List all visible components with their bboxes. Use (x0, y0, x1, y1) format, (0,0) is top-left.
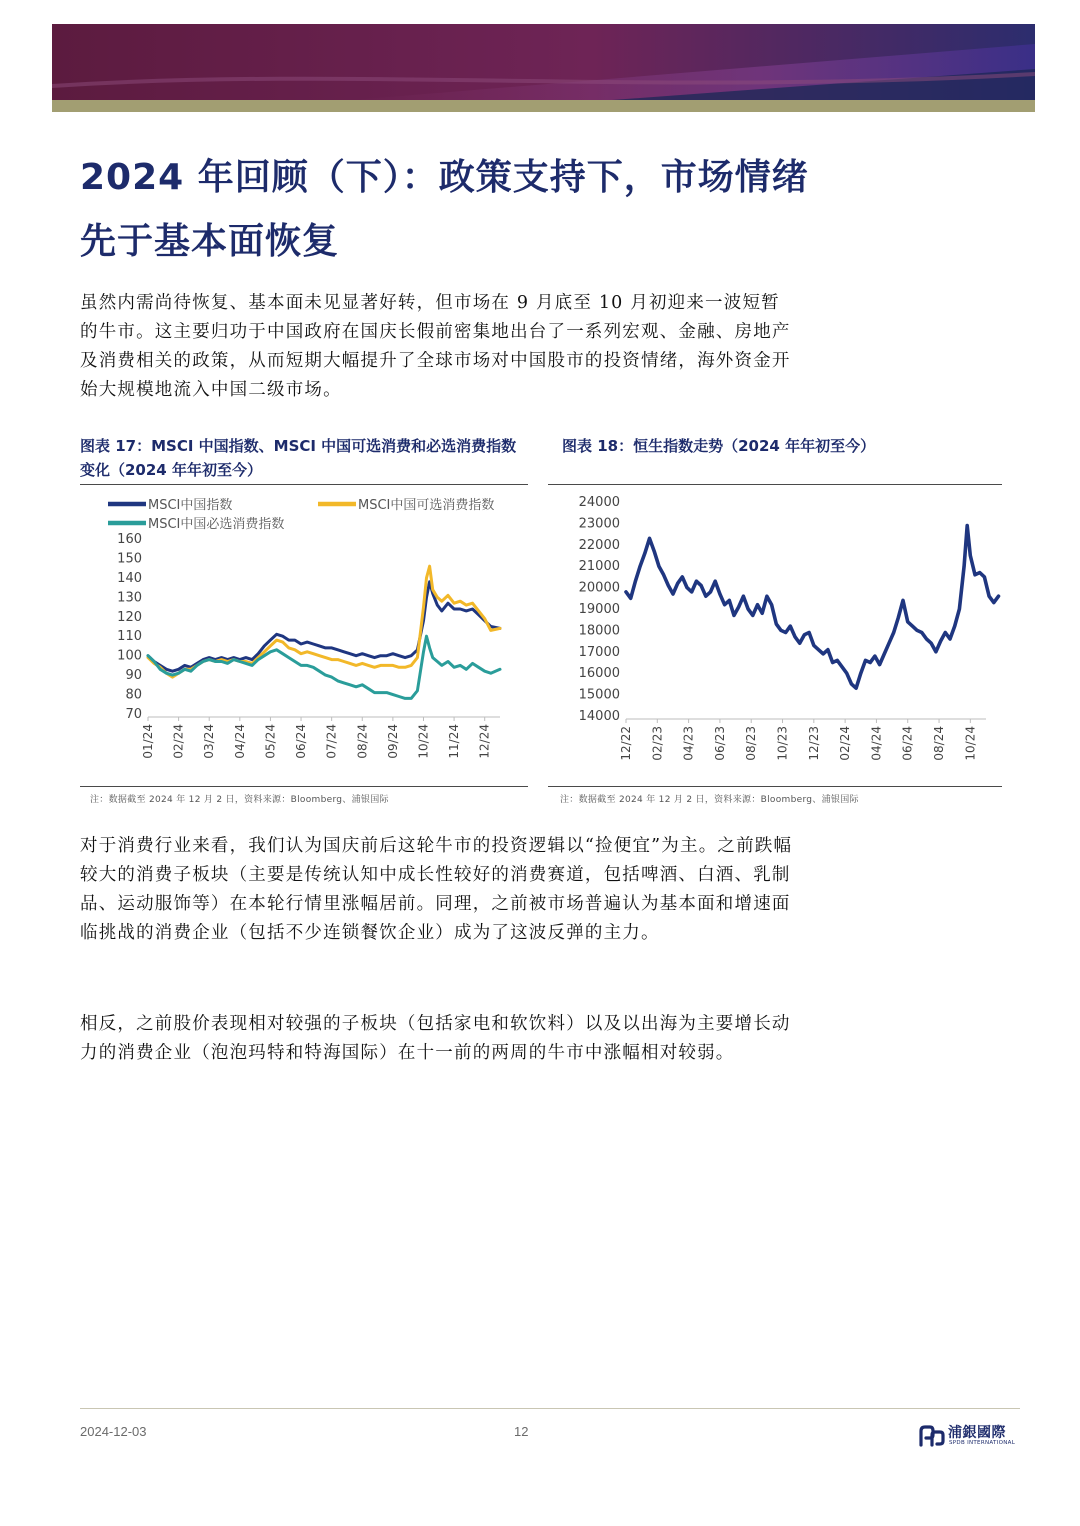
page-title: 2024 年回顾（下）：政策支持下，市场情绪先于基本面恢复 (80, 157, 809, 262)
x-tick-label: 02/24 (171, 724, 186, 759)
y-tick-label: 160 (117, 532, 142, 547)
x-tick-label: 12/24 (477, 724, 492, 759)
x-tick-label: 06/23 (712, 726, 727, 761)
x-tick-label: 03/24 (202, 724, 217, 759)
figure-18-bottom-rule (548, 786, 1002, 787)
y-tick-label: 17000 (578, 644, 620, 660)
y-tick-label: 120 (117, 609, 142, 625)
y-tick-label: 80 (125, 687, 142, 703)
x-tick-label: 09/24 (385, 724, 400, 759)
y-tick-label: 150 (117, 551, 142, 567)
legend-label: MSCI中国必选消费指数 (148, 517, 285, 532)
x-tick-label: 06/24 (900, 726, 915, 761)
x-tick-label: 01/24 (141, 724, 155, 759)
x-tick-label: 02/24 (838, 726, 853, 761)
x-tick-label: 11/24 (447, 724, 462, 759)
y-tick-label: 18000 (578, 623, 620, 639)
y-tick-label: 23000 (578, 516, 620, 532)
y-tick-label: 22000 (578, 537, 620, 553)
logo-subtitle: SPDB INTERNATIONAL (949, 1440, 1016, 1446)
company-logo (918, 1421, 1028, 1451)
series-line (148, 636, 500, 698)
footer-date: 2024-12-03 (80, 1424, 147, 1439)
x-tick-label: 04/24 (869, 726, 884, 761)
x-tick-label: 04/23 (681, 726, 696, 761)
logo-name: 浦銀國際 (948, 1425, 1006, 1441)
page-number: 12 (514, 1424, 529, 1439)
x-tick-label: 07/24 (324, 724, 339, 759)
x-tick-label: 10/24 (416, 724, 431, 759)
contrast-paragraph: 相反，之前股价表现相对较强的子板块（包括家电和软饮料）以及以出海为主要增长动力的消费企业（泡泡玛特和特海国际）在十一前的两周的牛市中涨幅相对较弱。 (80, 1014, 791, 1063)
x-tick-label: 12/22 (619, 726, 633, 761)
y-tick-label: 110 (117, 629, 142, 645)
y-tick-label: 20000 (578, 580, 620, 596)
x-tick-label: 10/24 (963, 726, 978, 761)
y-tick-label: 21000 (578, 559, 620, 575)
header-banner-graphic (52, 24, 1035, 112)
y-tick-label: 70 (125, 707, 142, 722)
consumer-analysis-paragraph: 对于消费行业来看，我们认为国庆前后这轮牛市的投资逻辑以“捡便宜”为主。之前跌幅较大的消费子板块（主要是传统认知中成长性较好的消费赛道，包括啤酒、白酒、乳制品、运动服饰等）在本轮行情里涨幅居前。同理，之前被市场普遍认为基本面和增速面临挑战的消费企业（包括不少连锁餐饮企业）成为了这波反弹的主力。 (80, 836, 793, 943)
figure-17-rule (80, 484, 528, 485)
y-tick-label: 130 (117, 590, 142, 606)
x-tick-label: 08/24 (355, 724, 370, 759)
footer-divider (80, 1408, 1020, 1409)
x-tick-label: 12/23 (806, 726, 821, 761)
legend-label: MSCI中国指数 (148, 498, 233, 513)
y-tick-label: 16000 (578, 666, 620, 682)
intro-paragraph: 虽然内需尚待恢复、基本面未见显著好转，但市场在 9 月底至 10 月初迎来一波短暂的牛市。这主要归功于中国政府在国庆长假前密集地出台了一系列宏观、金融、房地产及消费相关的政策，从而短期大幅提升了全球市场对中国股市的投资情绪，海外资金开始大规模地流入中国二级市场。 (80, 293, 791, 400)
figure-18-note: 注：数据截至 2024 年 12 月 2 日，资料来源：Bloomberg、浦银国际 (560, 795, 859, 805)
x-tick-label: 08/24 (932, 726, 947, 761)
figure-18-rule (548, 484, 1002, 485)
y-tick-label: 19000 (578, 602, 620, 617)
x-tick-label: 04/24 (232, 724, 247, 759)
y-tick-label: 100 (117, 648, 142, 664)
figure-17-caption: 图表 17：MSCI 中国指数、MSCI 中国可选消费和必选消费指数变化（2024 年年初至今） (80, 437, 517, 479)
figure-18-caption: 图表 18：恒生指数走势（2024 年年初至今） (562, 437, 876, 455)
x-tick-label: 10/23 (775, 726, 790, 761)
y-tick-label: 90 (125, 668, 142, 684)
figure-17-note: 注：数据截至 2024 年 12 月 2 日，资料来源：Bloomberg、浦银国际 (90, 795, 389, 805)
y-tick-label: 15000 (578, 687, 620, 703)
y-tick-label: 140 (117, 570, 142, 586)
legend-label: MSCI中国可选消费指数 (358, 498, 495, 513)
header-banner (52, 24, 1035, 112)
figure-18-chart (548, 490, 1002, 786)
figure-17-chart (80, 490, 528, 786)
x-tick-label: 02/23 (650, 726, 665, 761)
y-tick-label: 24000 (578, 495, 620, 510)
x-tick-label: 06/24 (294, 724, 309, 759)
y-tick-label: 14000 (578, 709, 620, 724)
x-tick-label: 08/23 (744, 726, 759, 761)
logo-mark-icon (918, 1423, 946, 1449)
series-line (626, 526, 999, 689)
x-tick-label: 05/24 (263, 724, 278, 759)
figure-17-bottom-rule (80, 786, 528, 787)
